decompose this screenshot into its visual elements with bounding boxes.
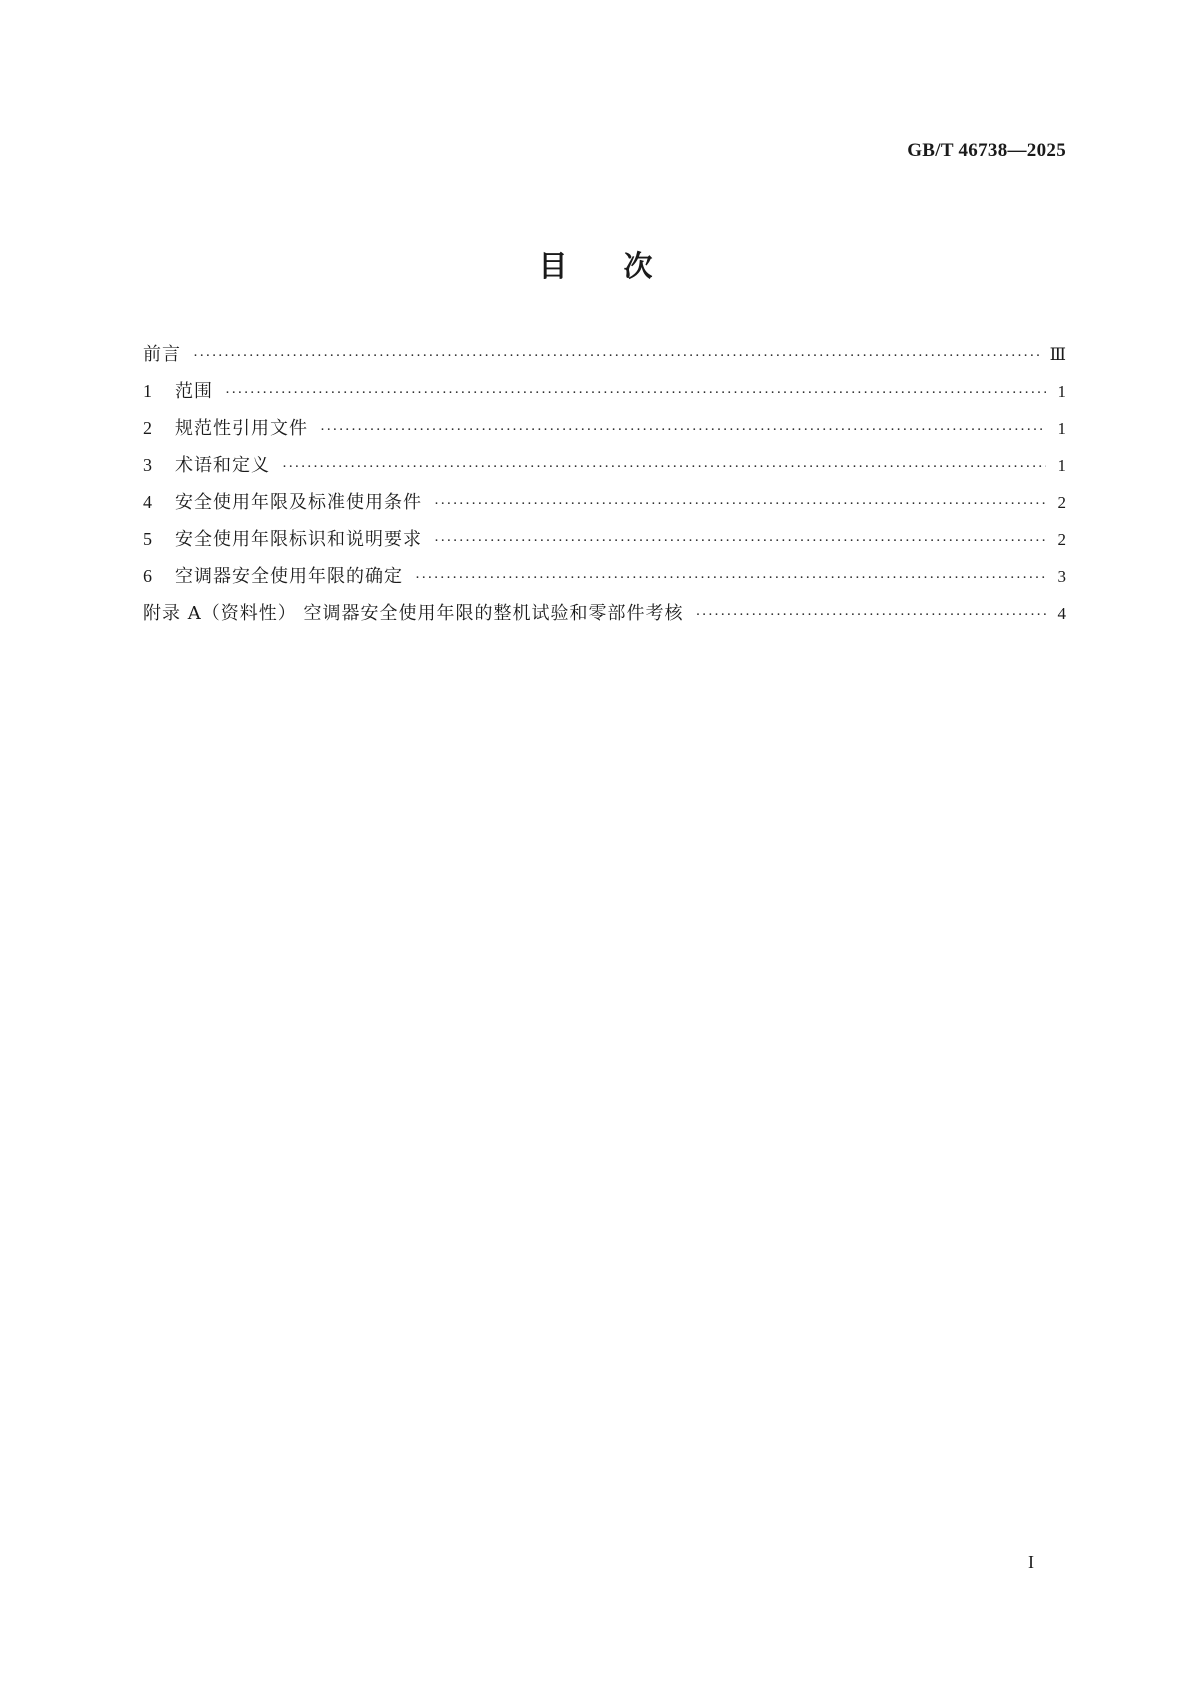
- toc-entry-text: 术语和定义: [175, 455, 270, 476]
- toc-entry-1[interactable]: [143, 373, 1066, 410]
- toc-entry-text: 空调器安全使用年限的确定: [175, 566, 403, 587]
- toc-entry-number: 3: [143, 455, 152, 475]
- toc-entry-text: 安全使用年限及标准使用条件: [175, 492, 422, 513]
- toc-entry-page: 3: [1057, 567, 1066, 586]
- dot-leader: [320, 412, 1046, 449]
- dot-leader: [282, 449, 1046, 486]
- toc-entry-4[interactable]: [143, 484, 1066, 521]
- dot-leader: [434, 486, 1046, 523]
- dot-leader: [415, 560, 1046, 597]
- dot-leader: [434, 523, 1046, 560]
- toc-entry-page: Ⅲ: [1049, 345, 1066, 364]
- toc-entry-number: 4: [143, 492, 152, 512]
- toc-entry-2[interactable]: [143, 410, 1066, 447]
- toc-entry-foreword[interactable]: [143, 336, 1066, 373]
- toc-entry-page: 2: [1057, 530, 1066, 549]
- page-number: I: [1028, 1552, 1034, 1572]
- standard-code: GB/T 46738—2025: [907, 140, 1066, 161]
- dot-leader: [695, 597, 1046, 634]
- toc-entry-number: 6: [143, 566, 152, 586]
- toc-entry-page: 1: [1057, 419, 1066, 438]
- dot-leader: [193, 338, 1040, 375]
- toc-entry-text: 附录 A（资料性） 空调器安全使用年限的整机试验和零部件考核: [143, 603, 684, 624]
- toc-entry-text: 范围: [175, 381, 213, 402]
- page-title: 目次: [538, 249, 709, 283]
- toc-entry-appendix-a[interactable]: [143, 595, 1066, 632]
- toc-entry-page: 4: [1057, 604, 1066, 623]
- toc-entry-5[interactable]: [143, 521, 1066, 558]
- toc-entry-text: 前言: [143, 344, 181, 365]
- toc-entry-text: 规范性引用文件: [175, 418, 308, 439]
- toc-entry-page: 1: [1057, 382, 1066, 401]
- dot-leader: [225, 375, 1046, 412]
- toc-entry-number: 5: [143, 529, 152, 549]
- toc-entry-page: 2: [1057, 493, 1066, 512]
- toc-entry-3[interactable]: [143, 447, 1066, 484]
- toc-entry-page: 1: [1057, 456, 1066, 475]
- toc-entry-number: 1: [143, 381, 152, 401]
- table-of-contents: [143, 336, 1066, 632]
- toc-entry-text: 安全使用年限标识和说明要求: [175, 529, 422, 550]
- toc-entry-number: 2: [143, 418, 152, 438]
- toc-entry-6[interactable]: [143, 558, 1066, 595]
